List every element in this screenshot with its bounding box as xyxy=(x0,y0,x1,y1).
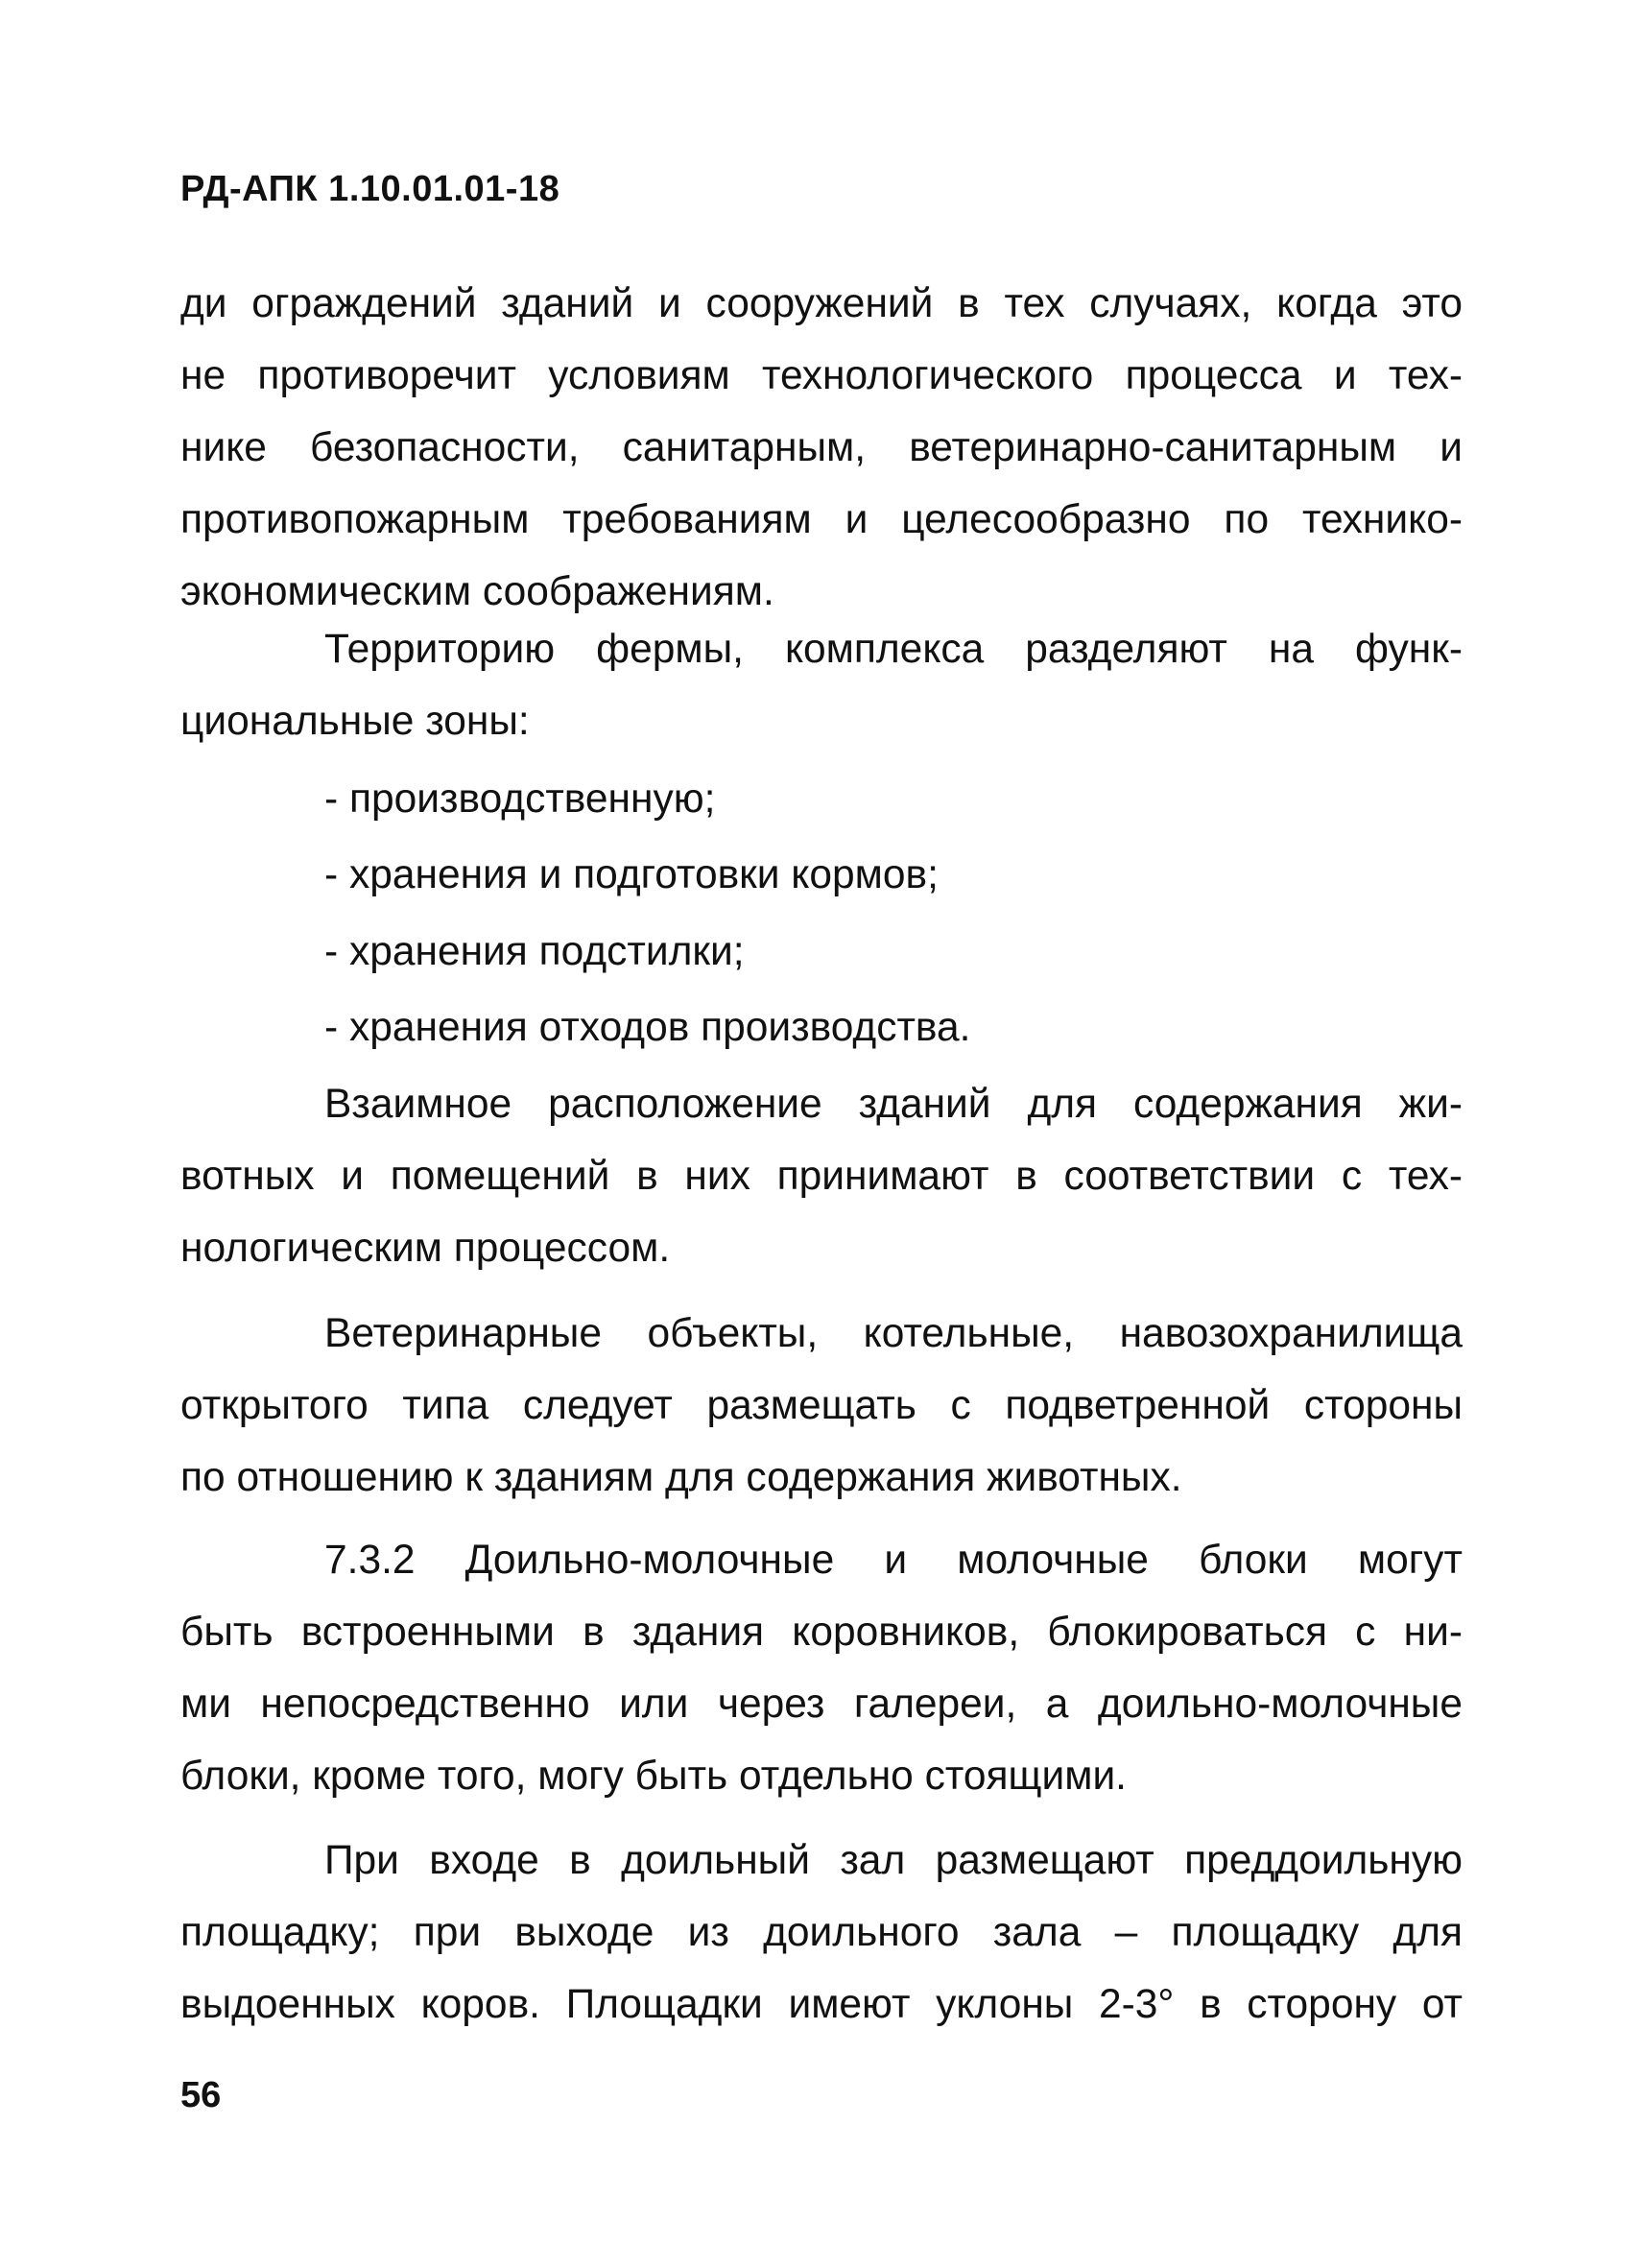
section-7-3-2-first-line: 7.3.2 Доильно-молочные и молочные блоки могут xyxy=(324,1538,1463,1583)
text-line: циональные зоны: xyxy=(180,699,530,744)
text-line: площадку; при выходе из доильного зала – площадку для xyxy=(180,1910,1463,1955)
paragraph-first-line: Взаимное расположение зданий для содержания жи- xyxy=(324,1082,1463,1127)
list-item: - хранения подстилки; xyxy=(324,929,745,974)
list-item: - хранения и подготовки кормов; xyxy=(324,852,939,897)
paragraph-first-line: Территорию фермы, комплекса разделяют на функ- xyxy=(324,627,1463,672)
list-item: - производственную; xyxy=(324,776,716,822)
page-number: 56 xyxy=(180,2075,222,2115)
text-line: быть встроенными в здания коровников, блокироваться с ни- xyxy=(180,1610,1463,1655)
list-item: - хранения отходов производства. xyxy=(324,1005,971,1050)
text-line: нике безопасности, санитарным, ветеринарно-санитарным и xyxy=(180,425,1463,470)
text-line: выдоенных коров. Площадки имеют уклоны 2-3° в сторону от xyxy=(180,1982,1463,2027)
text-line: блоки, кроме того, могу быть отдельно стоящими. xyxy=(180,1754,1127,1799)
text-line: нологическим процессом. xyxy=(180,1226,671,1271)
document-code-header: РД-АПК 1.10.01.01-18 xyxy=(180,169,560,209)
text-line: противопожарным требованиям и целесообразно по технико- xyxy=(180,497,1463,542)
text-line: по отношению к зданиям для содержания животных. xyxy=(180,1455,1182,1500)
text-line: экономическим соображениям. xyxy=(180,569,774,614)
paragraph-first-line: При входе в доильный зал размещают преддоильную xyxy=(324,1838,1463,1883)
text-line: ми непосредственно или через галереи, а доильно-молочные xyxy=(180,1682,1463,1727)
text-line: вотных и помещений в них принимают в соответствии с тех- xyxy=(180,1154,1463,1199)
text-line: открытого типа следует размещать с подветренной стороны xyxy=(180,1383,1463,1428)
text-line: не противоречит условиям технологического процесса и тех- xyxy=(180,353,1463,398)
text-line: ди ограждений зданий и сооружений в тех случаях, когда это xyxy=(180,281,1463,326)
paragraph-first-line: Ветеринарные объекты, котельные, навозохранилища xyxy=(324,1311,1463,1356)
